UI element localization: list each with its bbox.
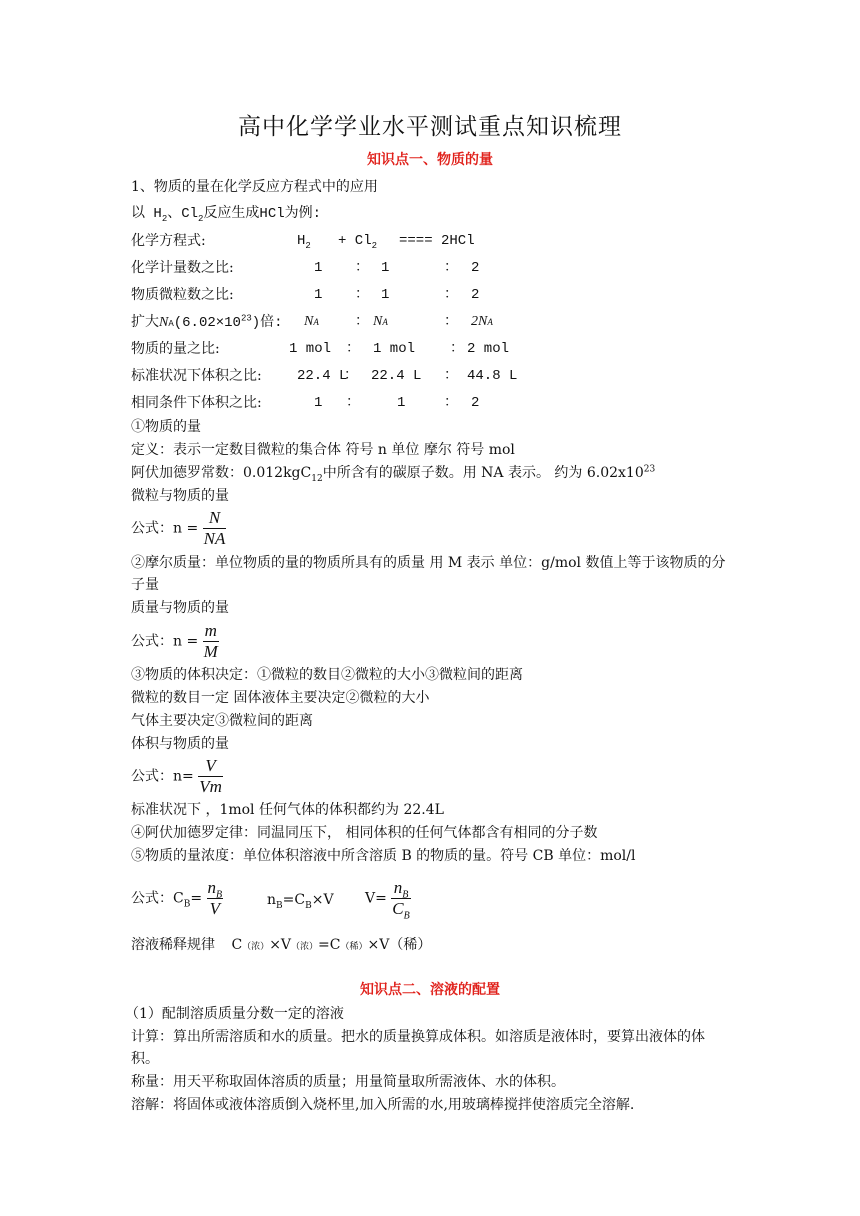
cell-value: 22.4 L (371, 368, 422, 384)
example-line (131, 204, 321, 224)
row-label: 相同条件下体积之比: (131, 395, 262, 411)
fraction: $\frac{N}{NA}$ (203, 508, 226, 548)
avogadro-line: 阿伏加德罗常数：0.012kgC$_{12}$中所含有的碳原子数。用 NA 表示。 约为 $6.02x10^{23}$ (131, 464, 656, 484)
cell-value: 2 (471, 260, 480, 276)
h2-subscript: 2 (161, 213, 168, 224)
mass-amount-line: 质量与物质的量 (131, 600, 229, 616)
example-text-c: 反应生成HCl为例: (203, 206, 322, 222)
cell-value: 2 (471, 287, 480, 303)
formula-n-v-vm: 公式：n= $\frac{V}{Vm}$ (131, 756, 222, 796)
cell-value: 2 (471, 395, 480, 411)
cell-h2: $H_2$ (297, 233, 311, 251)
page-title: 高中化学学业水平测试重点知识梳理 (238, 114, 622, 140)
cell-colon: ： (344, 368, 358, 384)
cell-colon: ： (355, 314, 369, 330)
row-label: 标准状况下体积之比: (131, 368, 262, 384)
table-row (131, 312, 731, 332)
cell-value: 2 mol (467, 341, 510, 357)
cell-product: ==== 2HCl (399, 233, 475, 249)
cell-colon: ： (355, 260, 369, 276)
row-label: 物质微粒数之比: (131, 287, 234, 303)
table-row (131, 231, 731, 251)
cell-colon: ： (444, 260, 458, 276)
table-row (131, 258, 731, 278)
row-label: 扩大$NA(6.02\times 10^{23})$倍: (131, 313, 283, 331)
particle-amount-line: 微粒与物质的量 (131, 488, 229, 504)
section-heading-1: 知识点一、物质的量 (367, 152, 493, 168)
example-text-a: 以 H (131, 206, 162, 222)
table-row (131, 285, 731, 305)
cell-value: 1 (314, 260, 323, 276)
dissolve-line: 溶解：将固体或液体溶质倒入烧杯里,加入所需的水,用玻璃棒搅拌使溶质完全溶解. (131, 1097, 635, 1113)
cell-value: 1 (381, 287, 390, 303)
cell-value: NA (304, 314, 319, 329)
row-label: 物质的量之比: (131, 341, 220, 357)
cell-colon: ： (355, 287, 369, 303)
cell-colon: ： (450, 341, 464, 357)
formula-v: V= $\frac{n_B}{C_B}$ (365, 878, 410, 922)
cell-value: NA (373, 314, 388, 329)
table-row (131, 339, 731, 359)
cl2-subscript: 2 (198, 213, 204, 224)
calc-line: 计算：算出所需溶质和水的质量。把水的质量换算成体积。如溶质是液体时，要算出液体的体积。 (131, 1029, 705, 1067)
cell-value: 1 (381, 260, 390, 276)
cell-value: 2NA (471, 314, 493, 329)
table-row (131, 366, 731, 386)
formula-cb: 公式：$C_B=$ $\frac{n_B}{V}$ (131, 878, 223, 918)
cell-value: 1 mol (289, 341, 332, 357)
amount-heading: ①物质的量 (131, 419, 201, 435)
volume-amount-line: 体积与物质的量 (131, 736, 229, 752)
stp-line: 标准状况下 ，1mol 任何气体的体积都约为 22.4L (131, 802, 444, 818)
fraction: $\frac{n_B}{C_B}$ (392, 878, 410, 922)
row-label: 化学计量数之比: (131, 260, 234, 276)
concentration-line: ⑤物质的量浓度：单位体积溶液中所含溶质 B 的物质的量。符号 CB 单位：mol/l (131, 848, 636, 864)
formula-n-n-na: 公式：n = $\frac{N}{NA}$ (131, 508, 226, 548)
example-text-b: 、Cl (167, 206, 199, 222)
weigh-line: 称量：用天平称取固体溶质的质量；用量简量取所需液体、水的体积。 (131, 1074, 565, 1090)
cell-colon: ： (444, 395, 458, 411)
fraction: $\frac{m}{M}$ (203, 621, 218, 661)
solid-liquid-line: 微粒的数目一定 固体液体主要决定②微粒的大小 (131, 690, 430, 706)
dilution-line: 溶液稀释规律 C（浓）×V（浓）=C（稀）×V（稀） (131, 937, 432, 953)
table-row (131, 393, 731, 413)
formula-n-m-m: 公式：n = $\frac{m}{M}$ (131, 621, 218, 661)
molar-mass-line: ②摩尔质量：单位物质的量的物质所具有的质量 用 M 表示 单位：g/mol 数值上等于该物质的分子量 (131, 555, 726, 593)
cell-colon: ： (346, 341, 360, 357)
cell-value: 1 mol (373, 341, 416, 357)
cell-value: 22.4 L (297, 368, 348, 384)
cell-colon: ： (444, 287, 458, 303)
sub-heading: （1）配制溶质质量分数一定的溶液 (125, 1006, 344, 1022)
concentration-formulas (131, 878, 731, 922)
gas-line: 气体主要决定③微粒间的距离 (131, 713, 313, 729)
cell-colon: ： (444, 314, 458, 330)
formula-nb: $n_B=C_B\times V$ (267, 892, 334, 911)
row-label: 化学方程式: (131, 233, 206, 249)
avogadro-law-line: ④阿伏加德罗定律：同温同压下， 相同体积的任何气体都含有相同的分子数 (131, 825, 598, 841)
cell-value: 1 (314, 395, 323, 411)
cell-colon: ： (444, 368, 458, 384)
section-heading-2: 知识点二、溶液的配置 (360, 982, 500, 998)
cell-value: 44.8 L (467, 368, 518, 384)
cell-cl2: + $Cl_2$ (338, 233, 378, 251)
fraction: $\frac{V}{Vm}$ (199, 756, 222, 796)
cell-colon: ： (346, 395, 360, 411)
fraction: $\frac{n_B}{V}$ (207, 878, 223, 918)
intro-line: 1、物质的量在化学反应方程式中的应用 (131, 179, 378, 195)
definition-line: 定义：表示一定数目微粒的集合体 符号 n 单位 摩尔 符号 mol (131, 442, 515, 458)
cell-value: 1 (314, 287, 323, 303)
cell-value: 1 (397, 395, 406, 411)
volume-factors-line: ③物质的体积决定：①微粒的数目②微粒的大小③微粒间的距离 (131, 667, 523, 683)
